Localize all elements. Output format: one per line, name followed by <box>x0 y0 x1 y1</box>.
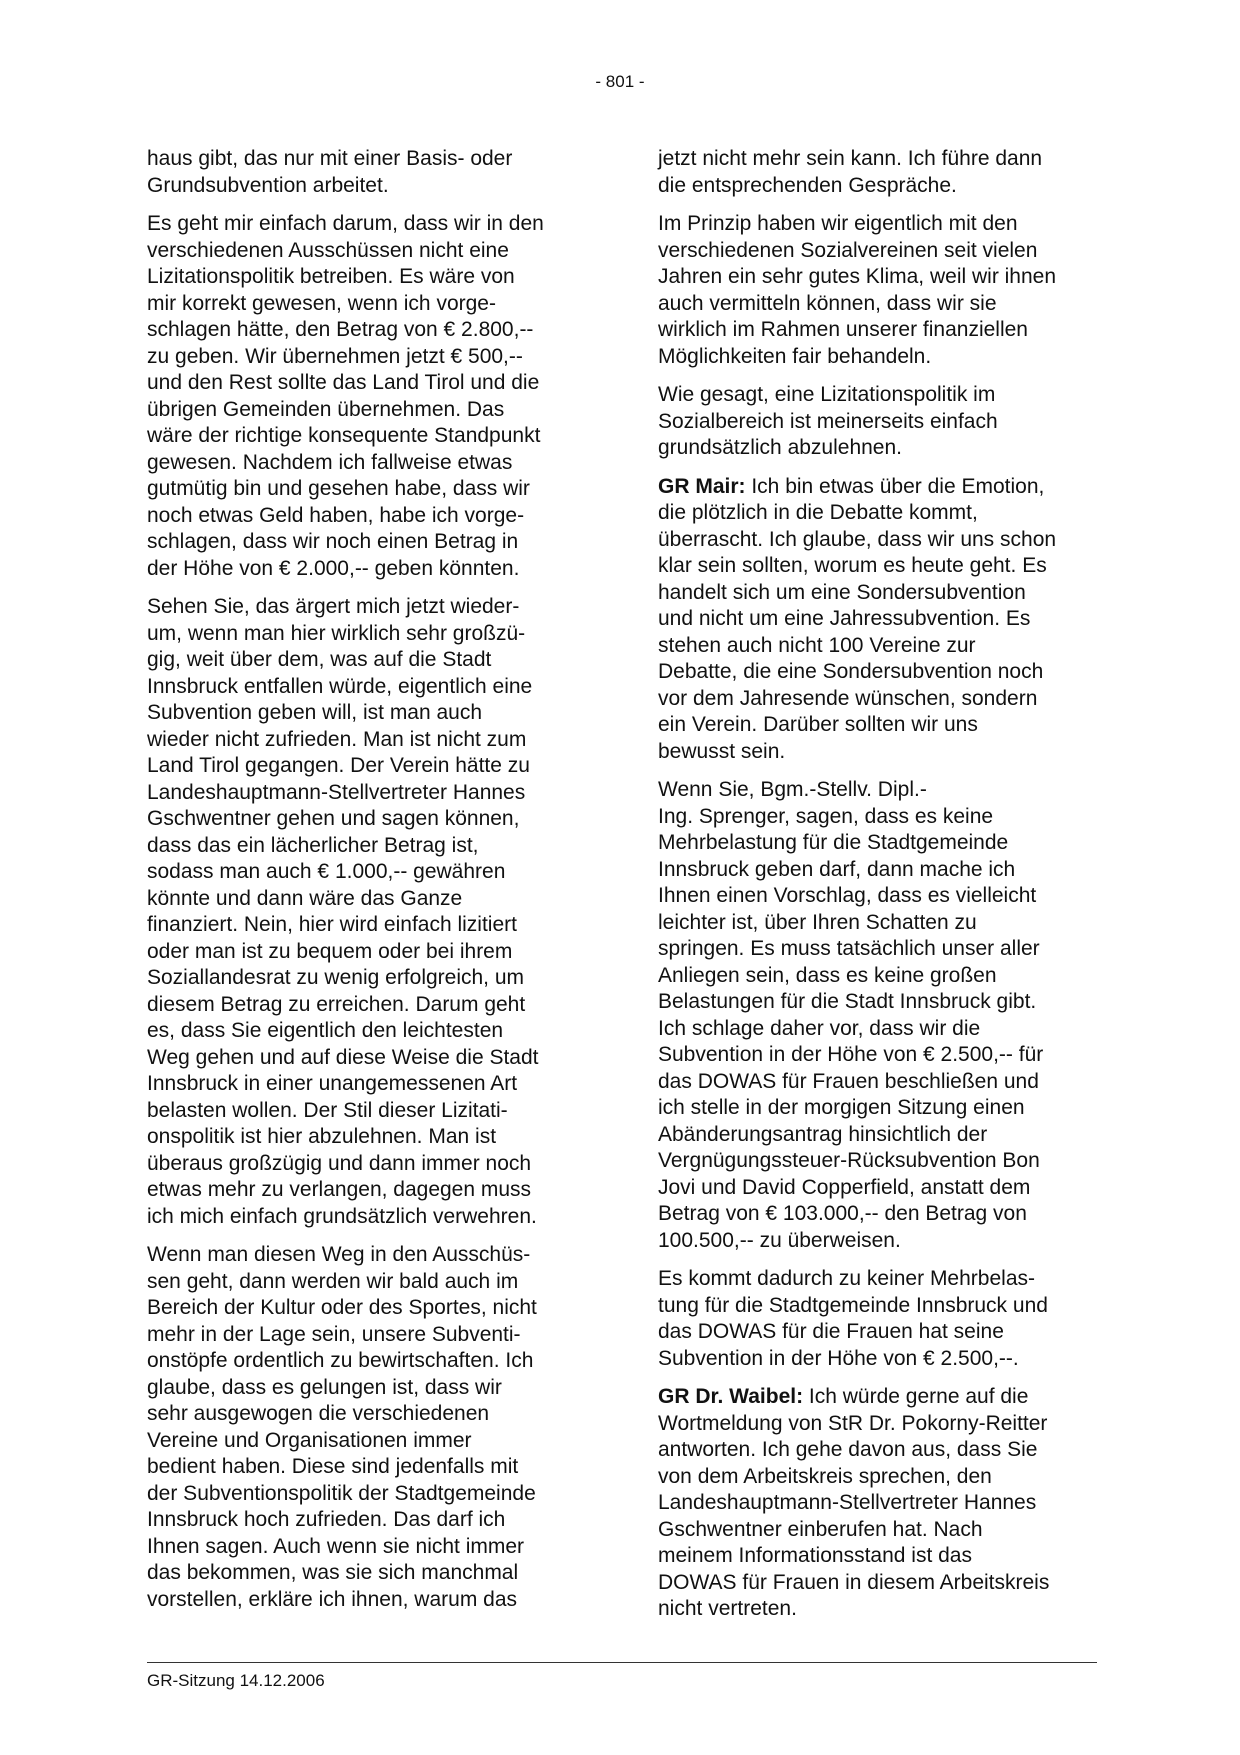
paragraph <box>658 777 1103 1254</box>
paragraph <box>147 146 592 199</box>
text-line: jetzt nicht mehr sein kann. Ich führe dann <box>658 147 1043 170</box>
text-line: mehr in der Lage sein, unsere Subventi- <box>147 1322 521 1346</box>
text-line: Ing. Sprenger, sagen, dass es keine <box>658 804 994 828</box>
text-line: verschiedenen Sozialvereinen seit vielen <box>658 238 1038 262</box>
text-segment: Ich würde gerne auf die <box>803 1385 1029 1408</box>
paragraph <box>658 1384 1103 1623</box>
text-line: der Höhe von € 2.000,-- geben könnten. <box>147 556 520 580</box>
text-line: Soziallandesrat zu wenig erfolgreich, um <box>147 966 525 989</box>
text-line: Grundsubvention arbeitet. <box>147 173 389 197</box>
text-line: noch etwas Geld haben, habe ich vorge- <box>147 503 525 527</box>
text-line: Sozialbereich ist meinerseits einfach <box>658 409 998 433</box>
paragraph <box>658 474 1103 766</box>
text-segment: Ich bin etwas über die Emotion, <box>745 474 1045 498</box>
text-line: Bereich der Kultur oder des Sportes, nicht <box>147 1296 537 1319</box>
text-line: grundsätzlich abzulehnen. <box>658 436 903 459</box>
text-line: finanziert. Nein, hier wird einfach lizitiert <box>147 913 517 936</box>
text-line: Im Prinzip haben wir eigentlich mit den <box>658 212 1018 235</box>
text-line: Ihnen sagen. Auch wenn sie nicht immer <box>147 1534 525 1558</box>
text-line: Anliegen sein, dass es keine großen <box>658 963 997 987</box>
text-line: ich stelle in der morgigen Sitzung einen <box>658 1096 1025 1119</box>
paragraph <box>658 146 1103 199</box>
text-line: und nicht um eine Jahressubvention. Es <box>658 607 1031 630</box>
text-line: überaus großzügig und dann immer noch <box>147 1151 532 1175</box>
text-line: Innsbruck in einer unangemessenen Art <box>147 1072 518 1095</box>
text-line: überrascht. Ich glaube, dass wir uns schon <box>658 527 1057 551</box>
text-line: Innsbruck hoch zufrieden. Das darf ich <box>147 1508 506 1531</box>
text-line: tung für die Stadtgemeinde Innsbruck und <box>658 1293 1048 1317</box>
footer-session-date: GR-Sitzung 14.12.2006 <box>147 1671 325 1690</box>
text-line <box>658 1384 1103 1411</box>
text-line: Sehen Sie, das ärgert mich jetzt wieder- <box>147 595 520 618</box>
text-line: Möglichkeiten fair behandeln. <box>658 344 932 368</box>
text-line: glaube, dass es gelungen ist, dass wir <box>147 1375 502 1399</box>
text-line: stehen auch nicht 100 Vereine zur <box>658 633 976 657</box>
text-line: sehr ausgewogen die verschiedenen <box>147 1402 490 1425</box>
text-line: wirklich im Rahmen unserer finanziellen <box>658 318 1028 341</box>
text-line: Landeshauptmann-Stellvertreter Hannes <box>147 780 526 804</box>
page-number: - 801 - <box>595 72 645 91</box>
text-line: das DOWAS für die Frauen hat seine <box>658 1320 1004 1343</box>
text-line: verschiedenen Ausschüssen nicht eine <box>147 238 509 262</box>
text-line: sen geht, dann werden wir bald auch im <box>147 1269 519 1293</box>
text-line: Vergnügungssteuer-Rücksubvention Bon <box>658 1149 1040 1172</box>
text-line: Innsbruck entfallen würde, eigentlich eine <box>147 674 533 698</box>
text-line: onspolitik ist hier abzulehnen. Man ist <box>147 1125 497 1148</box>
text-line: wieder nicht zufrieden. Man ist nicht zum <box>147 727 527 751</box>
paragraph <box>147 594 592 1230</box>
text-line: schlagen, dass wir noch einen Betrag in <box>147 530 519 553</box>
text-line: auch vermitteln können, dass wir sie <box>658 291 997 315</box>
text-line: das bekommen, was sie sich manchmal <box>147 1561 519 1584</box>
text-line: belasten wollen. Der Stil dieser Lizitati- <box>147 1098 508 1122</box>
text-line: das DOWAS für Frauen beschließen und <box>658 1069 1039 1093</box>
text-line: Gschwentner einberufen hat. Nach <box>658 1517 983 1541</box>
text-line: Jahren ein sehr gutes Klima, weil wir ihnen <box>658 265 1057 288</box>
text-line: mir korrekt gewesen, wenn ich vorge- <box>147 291 496 315</box>
text-line: Lizitationspolitik betreiben. Es wäre von <box>147 265 515 288</box>
text-line: Jovi und David Copperfield, anstatt dem <box>658 1175 1031 1199</box>
text-line: Abänderungsantrag hinsichtlich der <box>658 1122 988 1146</box>
paragraph <box>658 382 1103 462</box>
text-line: übrigen Gemeinden übernehmen. Das <box>147 397 505 421</box>
text-line: es, dass Sie eigentlich den leichtesten <box>147 1019 504 1042</box>
paragraph <box>147 211 592 582</box>
text-line: Subvention geben will, ist man auch <box>147 701 483 724</box>
text-line: Vereine und Organisationen immer <box>147 1428 472 1452</box>
paragraph <box>658 1266 1103 1372</box>
text-line: Wortmeldung von StR Dr. Pokorny-Reitter <box>658 1411 1048 1435</box>
text-line: Wenn man diesen Weg in den Ausschüs- <box>147 1243 531 1266</box>
text-line: Subvention in der Höhe von € 2.500,-- für <box>658 1043 1044 1066</box>
text-line: Subvention in der Höhe von € 2.500,--. <box>658 1346 1019 1370</box>
text-line: gewesen. Nachdem ich fallweise etwas <box>147 450 513 474</box>
text-line: und den Rest sollte das Land Tirol und die <box>147 371 540 394</box>
text-line: könnte und dann wäre das Ganze <box>147 886 463 910</box>
text-line: nicht vertreten. <box>658 1597 797 1620</box>
text-line: zu geben. Wir übernehmen jetzt € 500,-- <box>147 344 523 368</box>
text-line: meinem Informationsstand ist das <box>658 1544 972 1567</box>
text-line: wäre der richtige konsequente Standpunkt <box>147 424 541 447</box>
text-line: etwas mehr zu verlangen, dagegen muss <box>147 1178 532 1201</box>
text-line: Land Tirol gegangen. Der Verein hätte zu <box>147 754 530 777</box>
text-line: oder man ist zu bequem oder bei ihrem <box>147 939 513 963</box>
text-line: Mehrbelastung für die Stadtgemeinde <box>658 831 1009 854</box>
text-line: von dem Arbeitskreis sprechen, den <box>658 1464 992 1488</box>
text-line: Ihnen einen Vorschlag, dass es vielleicht <box>658 884 1037 907</box>
right-column <box>658 146 1103 1635</box>
text-line: schlagen hätte, den Betrag von € 2.800,-- <box>147 318 534 341</box>
text-line: die entsprechenden Gespräche. <box>658 173 957 197</box>
text-line: Es geht mir einfach darum, dass wir in den <box>147 212 544 235</box>
text-line: der Subventionspolitik der Stadtgemeinde <box>147 1481 536 1505</box>
text-line: Weg gehen und auf diese Weise die Stadt <box>147 1045 539 1069</box>
text-line: ein Verein. Darüber sollten wir uns <box>658 713 978 736</box>
text-line: handelt sich um eine Sondersubvention <box>658 580 1026 604</box>
text-line: Debatte, die eine Sondersubvention noch <box>658 660 1044 683</box>
text-line: sodass man auch € 1.000,-- gewähren <box>147 860 506 883</box>
paragraph <box>658 211 1103 370</box>
text-line: leichter ist, über Ihren Schatten zu <box>658 910 977 934</box>
text-line: Es kommt dadurch zu keiner Mehrbelas- <box>658 1267 1035 1290</box>
footer-divider <box>147 1662 1097 1663</box>
text-line: bedient haben. Diese sind jedenfalls mit <box>147 1455 519 1478</box>
text-line: 100.500,-- zu überweisen. <box>658 1228 901 1252</box>
text-line: klar sein sollten, worum es heute geht. Es <box>658 554 1047 577</box>
text-line: vor dem Jahresende wünschen, sondern <box>658 686 1038 710</box>
text-line: bewusst sein. <box>658 739 786 763</box>
text-line: Landeshauptmann-Stellvertreter Hannes <box>658 1491 1037 1514</box>
text-line: Gschwentner gehen und sagen können, <box>147 807 520 830</box>
text-line: Innsbruck geben darf, dann mache ich <box>658 857 1016 881</box>
text-line: gig, weit über dem, was auf die Stadt <box>147 648 492 671</box>
text-line: diesem Betrag zu erreichen. Darum geht <box>147 992 526 1016</box>
speaker-name: GR Dr. Waibel: <box>658 1385 804 1408</box>
text-line: die plötzlich in die Debatte kommt, <box>658 501 978 524</box>
paragraph <box>147 1242 592 1613</box>
text-line: onstöpfe ordentlich zu bewirtschaften. Ich <box>147 1349 534 1372</box>
text-line: ich mich einfach grundsätzlich verwehren. <box>147 1204 537 1228</box>
text-line: gutmütig bin und gesehen habe, dass wir <box>147 477 530 500</box>
speaker-name: GR Mair: <box>658 474 746 498</box>
text-line: Ich schlage daher vor, dass wir die <box>658 1016 981 1040</box>
text-line: haus gibt, das nur mit einer Basis- oder <box>147 147 513 170</box>
text-line: Wenn Sie, Bgm.-Stellv. Dipl.- <box>658 778 927 801</box>
text-line: um, wenn man hier wirklich sehr großzü- <box>147 621 526 645</box>
text-line: springen. Es muss tatsächlich unser aller <box>658 937 1040 960</box>
text-line: dass das ein lächerlicher Betrag ist, <box>147 833 479 857</box>
text-line: Belastungen für die Stadt Innsbruck gibt. <box>658 990 1037 1013</box>
text-line: vorstellen, erkläre ich ihnen, warum das <box>147 1587 518 1611</box>
text-line <box>658 474 1103 501</box>
text-line: Betrag von € 103.000,-- den Betrag von <box>658 1202 1027 1225</box>
text-line: DOWAS für Frauen in diesem Arbeitskreis <box>658 1570 1050 1594</box>
text-line: antworten. Ich gehe davon aus, dass Sie <box>658 1438 1038 1461</box>
text-line: Wie gesagt, eine Lizitationspolitik im <box>658 383 996 406</box>
left-column <box>147 146 592 1625</box>
